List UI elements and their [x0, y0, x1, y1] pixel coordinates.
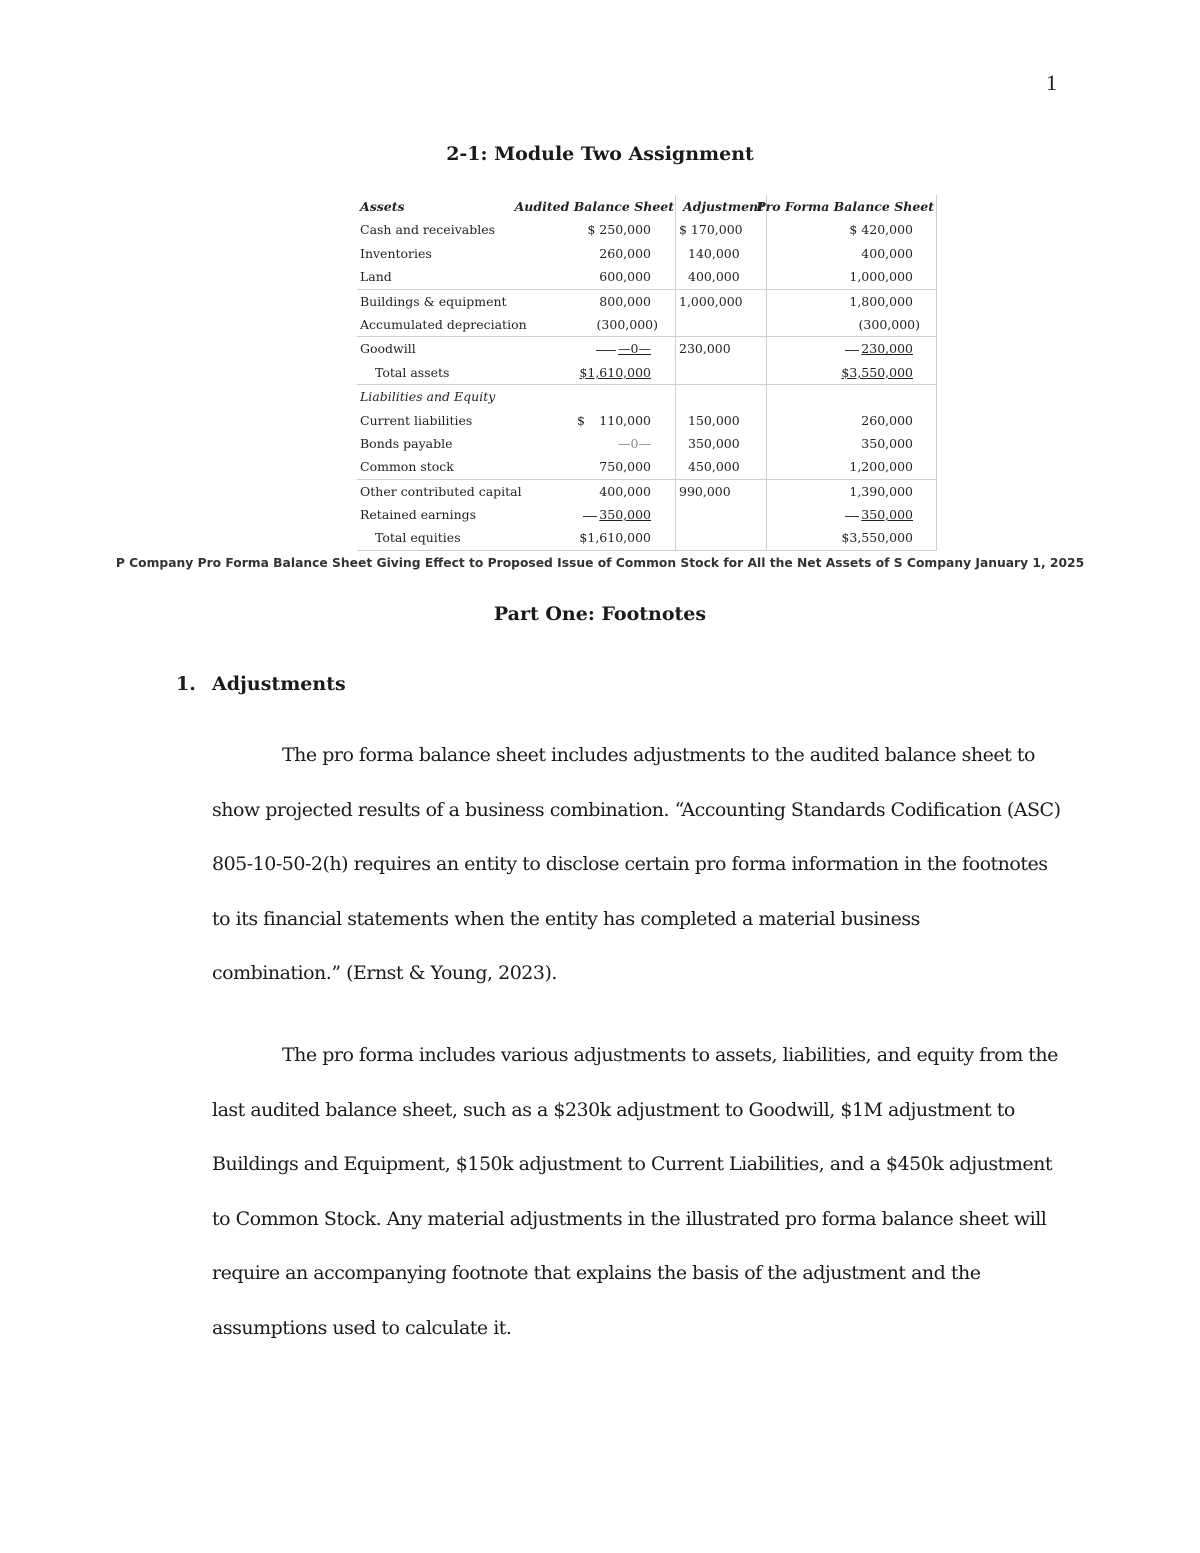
table-header-row	[357, 195, 937, 218]
text-line: adjustment and the assumptions used to calculate it.	[212, 1262, 981, 1339]
text-line: show projected results of a business combination. “Accounting Standards Codification	[212, 798, 1002, 821]
table-row	[357, 503, 937, 526]
row-audited: 350,000	[599, 507, 651, 523]
row-pro-forma: $ 420,000	[849, 222, 913, 238]
text-line: balance sheet will require an accompanying footnote that explains the basis of the	[212, 1207, 1047, 1284]
row-adjustment: $ 170,000	[679, 222, 743, 238]
row-label: Buildings & equipment	[360, 293, 507, 309]
row-adjustment: 450,000	[688, 459, 740, 475]
header-pro-forma: Pro Forma Balance Sheet	[756, 199, 934, 214]
row-label: Cash and receivables	[360, 222, 496, 238]
row-adjustment: 150,000	[688, 412, 740, 428]
row-pro-forma-cell	[845, 507, 913, 522]
underline-lead	[845, 516, 859, 517]
table-row	[357, 218, 937, 241]
page-number: 1	[1046, 70, 1057, 95]
balance-sheet-caption: P Company Pro Forma Balance Sheet Giving Effect to Proposed Issue of Common Stock for All the Net Assets of S Company January 1, 2025	[115, 556, 1085, 570]
row-audited-cell	[596, 341, 651, 356]
row-pro-forma: (300,000)	[858, 316, 920, 332]
row-adjustment: 400,000	[688, 269, 740, 285]
underline-lead	[845, 350, 859, 351]
row-label: Bonds payable	[360, 435, 453, 451]
section-number: 1.	[176, 673, 196, 695]
text-line: (ASC) 805-10-50-2(h) requires an entity to disclose certain pro forma information in the	[212, 798, 1061, 875]
row-adjustment: 350,000	[688, 435, 740, 451]
text-line: footnotes to its financial statements when the entity has completed a material business	[212, 853, 1048, 930]
row-audited: 110,000	[599, 412, 651, 428]
row-audited: —0—	[618, 435, 651, 451]
text-line: combination.” (Ernst & Young, 2023).	[212, 962, 557, 984]
row-adjustment: 1,000,000	[679, 293, 743, 309]
row-audited: (300,000)	[596, 316, 658, 332]
row-pro-forma: 1,390,000	[849, 483, 913, 499]
row-pro-forma: 350,000	[861, 435, 913, 451]
row-pro-forma: 230,000	[861, 341, 913, 357]
underline-lead	[583, 516, 597, 517]
row-label: Goodwill	[360, 341, 416, 357]
table-row	[357, 479, 937, 503]
balance-sheet-table	[357, 195, 937, 551]
table-row	[357, 265, 937, 288]
row-audited: 400,000	[599, 483, 651, 499]
text-line: The pro forma balance sheet includes adjustments to the audited balance sheet to	[282, 744, 1035, 766]
section-title: Adjustments	[212, 673, 346, 695]
text-line: adjustment to Common Stock. Any material adjustments in the illustrated pro forma	[212, 1153, 1052, 1230]
section-label-liabilities-equity: Liabilities and Equity	[360, 389, 496, 405]
row-pro-forma: 1,200,000	[849, 459, 913, 475]
table-row	[357, 455, 937, 478]
row-pro-forma: 1,800,000	[849, 293, 913, 309]
section-heading	[176, 673, 346, 695]
row-label: Land	[360, 269, 392, 285]
header-adjustment: Adjustment	[683, 199, 764, 214]
row-audited-cell	[583, 507, 651, 522]
row-pro-forma: 260,000	[861, 412, 913, 428]
row-audited: 260,000	[599, 245, 651, 261]
row-pro-forma: 1,000,000	[849, 269, 913, 285]
table-row	[357, 289, 937, 313]
row-audited-currency: $	[577, 412, 585, 428]
table-row	[357, 361, 937, 384]
row-label: Other contributed capital	[360, 483, 522, 499]
header-assets: Assets	[360, 199, 405, 214]
table-row	[357, 336, 937, 360]
row-audited: $1,610,000	[579, 364, 651, 380]
row-label: Retained earnings	[360, 507, 477, 523]
row-label: Common stock	[360, 459, 454, 475]
table-row	[357, 242, 937, 265]
part-heading: Part One: Footnotes	[493, 603, 707, 625]
row-audited: 800,000	[599, 293, 651, 309]
row-adjustment: 230,000	[679, 341, 731, 357]
row-label: Total assets	[375, 364, 450, 380]
text-line: The pro forma includes various adjustments to assets, liabilities, and equity from	[282, 1044, 1023, 1066]
text-line: the last audited balance sheet, such as a $230k adjustment to Goodwill, $1M adjustment	[212, 1044, 1058, 1121]
paragraph-adjustments-intro	[212, 728, 1062, 1015]
row-audited: $1,610,000	[579, 530, 651, 546]
row-audited: 600,000	[599, 269, 651, 285]
row-label: Total equities	[375, 530, 461, 546]
row-label: Accumulated depreciation	[360, 316, 527, 332]
row-pro-forma-cell	[845, 341, 913, 356]
row-pro-forma: 350,000	[861, 507, 913, 523]
header-audited: Audited Balance Sheet	[514, 199, 674, 214]
row-audited: 750,000	[599, 459, 651, 475]
row-label: Inventories	[360, 245, 432, 261]
row-adjustment: 140,000	[688, 245, 740, 261]
table-row	[357, 313, 937, 336]
row-audited: $ 250,000	[587, 222, 651, 238]
row-label: Current liabilities	[360, 412, 473, 428]
table-row	[357, 409, 937, 432]
row-audited: —0—	[618, 341, 651, 357]
table-row	[357, 384, 937, 408]
underline-lead	[596, 350, 616, 351]
text-line: to Buildings and Equipment, $150k adjustment to Current Liabilities, and a $450k	[212, 1098, 1015, 1175]
document-title: 2-1: Module Two Assignment	[446, 143, 754, 165]
table-row	[357, 432, 937, 455]
row-pro-forma: $3,550,000	[841, 364, 913, 380]
row-pro-forma: $3,550,000	[841, 530, 913, 546]
row-pro-forma: 400,000	[861, 245, 913, 261]
paragraph-adjustments-detail	[212, 1028, 1062, 1355]
table-row	[357, 526, 937, 549]
row-adjustment: 990,000	[679, 483, 731, 499]
